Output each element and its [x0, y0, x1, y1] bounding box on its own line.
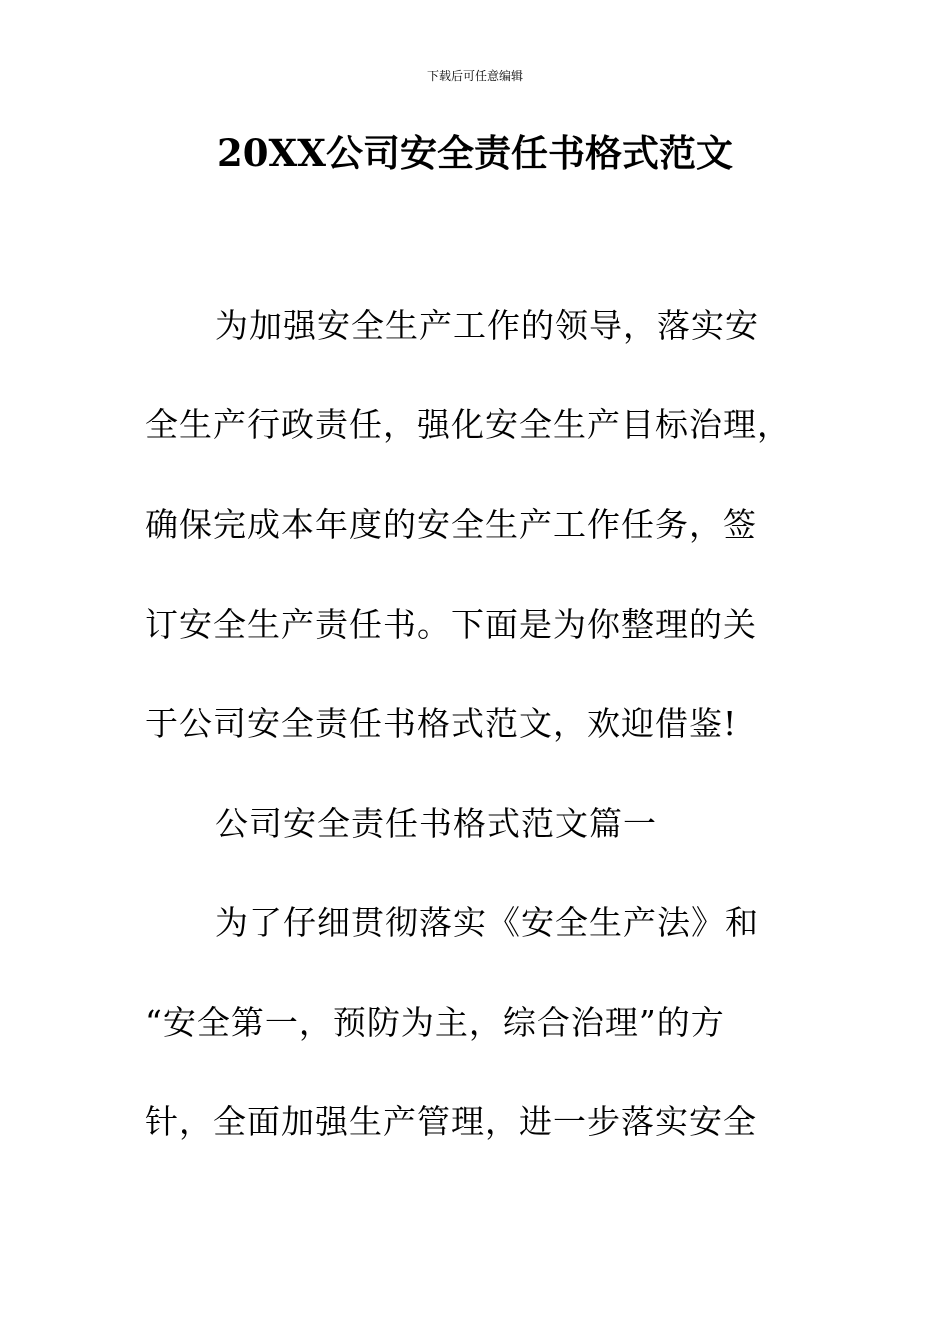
paragraph-line: 为加强安全生产工作的领导，落实安 [215, 306, 759, 345]
paragraph-line: 针，全面加强生产管理，进一步落实安全 [145, 1102, 757, 1141]
document-title: 20XX公司安全责任书格式范文 [217, 131, 733, 175]
paragraph-line: 确保完成本年度的安全生产工作任务，签 [145, 505, 757, 544]
paragraph-line: 于公司安全责任书格式范文，欢迎借鉴! [145, 704, 738, 743]
header-note: 下载后可任意编辑 [426, 69, 523, 83]
paragraph-line: 全生产行政责任，强化安全生产目标治理， [145, 405, 791, 444]
section-heading: 公司安全责任书格式范文篇一 [215, 804, 657, 843]
paragraph-line: 为了仔细贯彻落实《安全生产法》和 [215, 903, 759, 942]
paragraph-line: “安全第一，预防为主，综合治理”的方 [145, 1003, 725, 1042]
paragraph-line: 订安全生产责任书。下面是为你整理的关 [145, 605, 757, 644]
